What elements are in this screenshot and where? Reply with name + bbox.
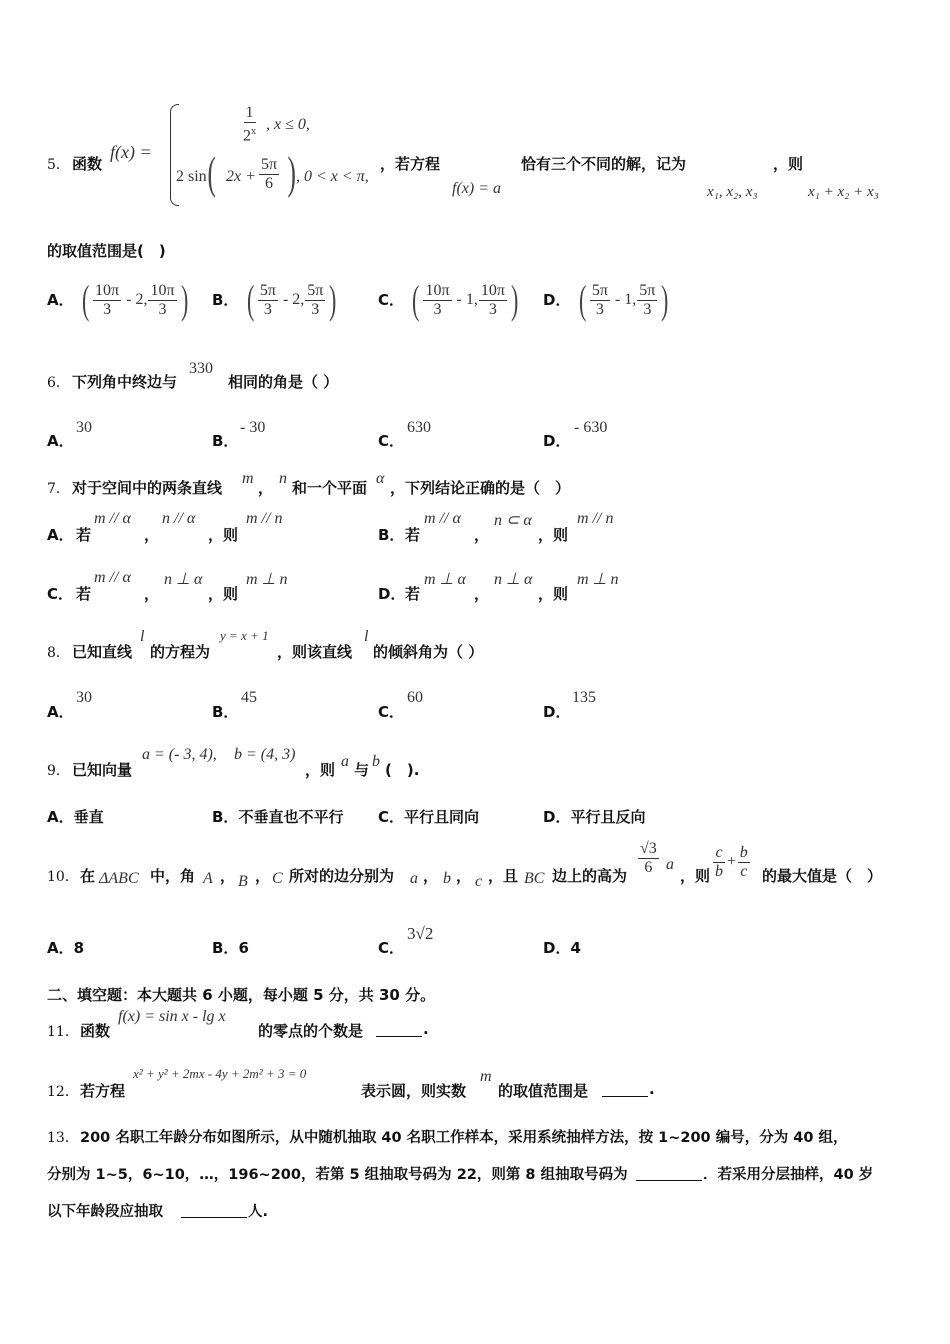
q5-lead: 函数 <box>72 155 103 173</box>
q10-comma2: ， <box>255 867 271 885</box>
q7-option-b-ze: ，则 <box>538 526 569 544</box>
q7-option-d-label[interactable]: D． <box>378 585 406 603</box>
piecewise-brace <box>170 104 179 206</box>
q5-option-b[interactable]: B． ( $\frac{5\pi}{3}$ - 2, $\frac{5\pi}{3}$ ) <box>212 277 337 322</box>
q10-option-b[interactable]: B．6 <box>212 939 249 957</box>
q12-expression: x² + y² + 2mx - 4y + 2m² + 3 = 0 <box>133 1066 307 1081</box>
q7-option-a-label[interactable]: A． <box>47 526 74 544</box>
q10-a: a <box>410 870 418 887</box>
q7-option-c-label[interactable]: C． <box>47 585 74 603</box>
q6-option-c-value: 630 <box>407 419 431 436</box>
q12-text-b: 表示圆，则实数 <box>361 1082 467 1100</box>
q7-option-a-ruo: 若 <box>76 526 92 544</box>
q7-option-b-c1: m // α <box>424 510 461 527</box>
q10-comma4: ， <box>456 867 472 885</box>
q12-text-c: 的取值范围是 <box>498 1082 589 1100</box>
q13-line3a: 以下年龄段应抽取 <box>47 1204 163 1220</box>
q7-option-c-ruo: 若 <box>76 585 92 603</box>
q5-roots: x₁, x₂, x₃ <box>707 184 758 200</box>
q12-number: 12． <box>47 1084 79 1100</box>
q8-option-c-label[interactable]: C． <box>378 703 405 721</box>
q9-option-a[interactable]: A．垂直 <box>47 808 104 826</box>
q8-option-d-value: 135 <box>572 689 596 706</box>
q5-case2-lparen: ( <box>207 147 216 198</box>
q5-mid2: 恰有三个不同的解，记为 <box>521 155 687 173</box>
q7-option-b-c2: n ⊂ α <box>494 512 532 529</box>
q8-text-d: 的倾斜角为（ ） <box>373 643 484 661</box>
q10-c: c <box>475 873 483 890</box>
q7-alpha: α <box>376 470 385 487</box>
q7-text-b: 和一个平面 <box>292 479 368 497</box>
q10-number: 10． <box>47 869 79 885</box>
q7-option-c-c2: n ⊥ α <box>164 571 203 588</box>
q7-option-c-c1: m // α <box>94 569 131 586</box>
q12-end: . <box>649 1080 655 1098</box>
q8-l2: l <box>364 628 369 645</box>
q10-t3: ，且 <box>488 867 519 885</box>
q7-option-a-ze: ，则 <box>208 526 239 544</box>
q6-option-a-label[interactable]: A． <box>47 432 74 450</box>
q8-l: l <box>140 628 145 645</box>
q7-number: 7． <box>47 481 70 497</box>
q9-text-b: ，则 <box>305 761 336 779</box>
q5-option-c[interactable]: C． ( $\frac{10\pi}{3}$ - 1, $\frac{10\pi}{3}$ ) <box>378 277 519 322</box>
section-title: 二、填空题：本大题共 6 小题，每小题 5 分，共 30 分。 <box>47 986 436 1004</box>
q12-text-a: 若方程 <box>80 1082 126 1100</box>
q5-case2-rparen: ) <box>287 147 296 198</box>
q5-tail: ，则 <box>773 155 804 173</box>
q9-option-c[interactable]: C．平行且同向 <box>378 808 480 826</box>
q13-line3b: 人. <box>248 1204 269 1220</box>
q12-m: m <box>480 1068 492 1085</box>
q10-B: B <box>238 873 248 890</box>
q10-C: C <box>272 870 283 887</box>
q12-answer-blank[interactable] <box>602 1080 648 1097</box>
q5-line2: 的取值范围是( ) <box>47 242 166 260</box>
q7-option-d-c2: n ⊥ α <box>494 571 533 588</box>
q10-zai: 在 <box>80 867 96 885</box>
q7-option-a-r: m // n <box>246 510 283 527</box>
q7-option-c-comma: ， <box>144 585 160 603</box>
q10-comma1: ， <box>220 867 236 885</box>
q13-blank-1[interactable] <box>636 1163 702 1181</box>
q7-option-d-comma: ， <box>474 585 490 603</box>
q5-case2-cond: , 0 < x < π, <box>296 168 369 185</box>
q11-text-b: 的零点的个数是 <box>258 1022 364 1040</box>
q7-option-c-ze: ，则 <box>208 585 239 603</box>
q7-option-a-comma: ， <box>144 526 160 544</box>
q7-option-c-r: m ⊥ n <box>246 571 288 588</box>
q6-option-d-label[interactable]: D． <box>543 432 571 450</box>
q5-case2-pre: 2 sin <box>176 168 207 185</box>
q10-option-c-label[interactable]: C． <box>378 939 405 957</box>
q6-option-b-label[interactable]: B． <box>212 432 239 450</box>
q10-triangle: ΔABC <box>99 870 139 887</box>
q7-option-d-r: m ⊥ n <box>577 571 619 588</box>
q5-case2-frac: $\frac{5\pi}{6}$ <box>261 156 278 192</box>
q6-option-d-value: - 630 <box>574 419 608 436</box>
q7-option-a-c1: m // α <box>94 510 131 527</box>
q10-comma3: ， <box>423 867 439 885</box>
q10-t6: 的最大值是（ ） <box>762 867 883 885</box>
q5-function-name: f(x) = <box>110 142 152 162</box>
q7-option-d-ruo: 若 <box>405 585 421 603</box>
q11-expression: f(x) = sin x - lg x <box>118 1008 226 1025</box>
q6-text-a: 下列角中终边与 <box>72 373 178 391</box>
q11-text-a: 函数 <box>80 1022 111 1040</box>
q9-option-d[interactable]: D．平行且反向 <box>543 808 646 826</box>
q8-option-a-label[interactable]: A． <box>47 703 74 721</box>
q10-t5: ，则 <box>680 867 711 885</box>
q8-option-b-value: 45 <box>241 689 257 706</box>
q7-text-c: ，下列结论正确的是（ ） <box>390 479 571 497</box>
q7-option-b-label[interactable]: B． <box>378 526 405 544</box>
q6-option-b-value: - 30 <box>240 419 266 436</box>
q6-option-c-label[interactable]: C． <box>378 432 405 450</box>
q5-option-d[interactable]: D． ( $\frac{5\pi}{3}$ - 1, $\frac{5\pi}{3}$ ) <box>543 277 669 322</box>
q7-option-d-ze: ，则 <box>538 585 569 603</box>
q5-number: 5． <box>47 157 70 173</box>
q8-option-c-value: 60 <box>407 689 423 706</box>
q8-number: 8． <box>47 645 70 661</box>
q11-end: . <box>423 1020 429 1038</box>
q8-text-b: 的方程为 <box>150 643 211 661</box>
q6-text-b: 相同的角是（ ） <box>228 373 339 391</box>
q5-case2-inner: 2x + <box>226 168 256 185</box>
q10-frac-cb: $\frac{c}{b}$ + $\frac{b}{c}$ <box>715 844 748 880</box>
q7-option-d-c1: m ⊥ α <box>424 571 466 588</box>
q10-t4: 边上的高为 <box>552 867 628 885</box>
q5-case1-cond: , x ≤ 0, <box>266 116 310 133</box>
q5-mid: ，若方程 <box>380 155 441 173</box>
q9-a: a <box>341 753 349 770</box>
q5-equation: f(x) = a <box>452 180 501 197</box>
q10-t1: 中，角 <box>150 867 196 885</box>
q7-text-a: 对于空间中的两条直线 <box>72 479 223 497</box>
q6-option-a-value: 30 <box>76 419 92 436</box>
q8-text-a: 已知直线 <box>72 643 133 661</box>
q11-answer-blank[interactable] <box>376 1020 422 1037</box>
q8-option-a-value: 30 <box>76 689 92 706</box>
q11-number: 11． <box>47 1024 79 1040</box>
q10-option-d[interactable]: D．4 <box>543 939 581 957</box>
q13-blank-2[interactable] <box>181 1200 247 1218</box>
q8-option-d-label[interactable]: D． <box>543 703 571 721</box>
q5-case1: $\frac{1}{2^x}$ <box>243 104 256 145</box>
q10-option-a[interactable]: A．8 <box>47 939 85 957</box>
q7-option-b-comma: ， <box>474 526 490 544</box>
q10-BC: BC <box>524 870 545 887</box>
q7-option-b-r: m // n <box>577 510 614 527</box>
q6-angle: 330 <box>189 360 213 377</box>
q8-equation: y = x + 1 <box>220 628 269 643</box>
q13-line2a: 分别为 1~5，6~10，…，196~200，若第 5 组抽取号码为 22，则第 8 组抽取号码为 <box>47 1167 628 1183</box>
q8-option-b-label[interactable]: B． <box>212 703 239 721</box>
q10-t2: 所对的边分别为 <box>289 867 395 885</box>
q7-option-a-c2: n // α <box>162 510 196 527</box>
q9-option-b[interactable]: B．不垂直也不平行 <box>212 808 344 826</box>
q13-line1: 200 名职工年龄分布如图所示，从中随机抽取 40 名职工作样本，采用系统抽样方法，按 1~200 编号，分为 40 组， <box>80 1130 848 1146</box>
q9-vector-b: b = (4, 3) <box>234 746 296 763</box>
q8-text-c: ，则该直线 <box>277 643 353 661</box>
q5-option-a[interactable]: A． ( $\frac{10\pi}{3}$ - 2, $\frac{10\pi}{3}$ ) <box>47 277 188 322</box>
q7-sep: ， <box>258 479 274 497</box>
q9-vector-a: a = (- 3, 4), <box>142 746 217 763</box>
q7-m: m <box>242 470 254 487</box>
q5-sum: x₁ + x₂ + x₃ <box>808 184 879 200</box>
q10-A: A <box>203 870 213 887</box>
q9-text-c: ( ). <box>385 761 420 779</box>
q10-option-c-value: 3√2 <box>407 924 434 943</box>
q10-height-a: a <box>666 856 674 873</box>
q13-number: 13． <box>47 1130 79 1146</box>
q10-b: b <box>443 870 451 887</box>
q6-number: 6． <box>47 375 70 391</box>
q10-height-frac: $\frac{√3}{6}$ <box>640 840 657 876</box>
q7-option-b-ruo: 若 <box>405 526 421 544</box>
q9-b: b <box>372 753 380 770</box>
q9-text-a: 已知向量 <box>72 761 133 779</box>
q13-line2b: ．若采用分层抽样，40 岁 <box>703 1167 874 1183</box>
q7-n: n <box>279 470 287 487</box>
q9-yu: 与 <box>354 761 370 779</box>
q9-number: 9． <box>47 763 70 779</box>
